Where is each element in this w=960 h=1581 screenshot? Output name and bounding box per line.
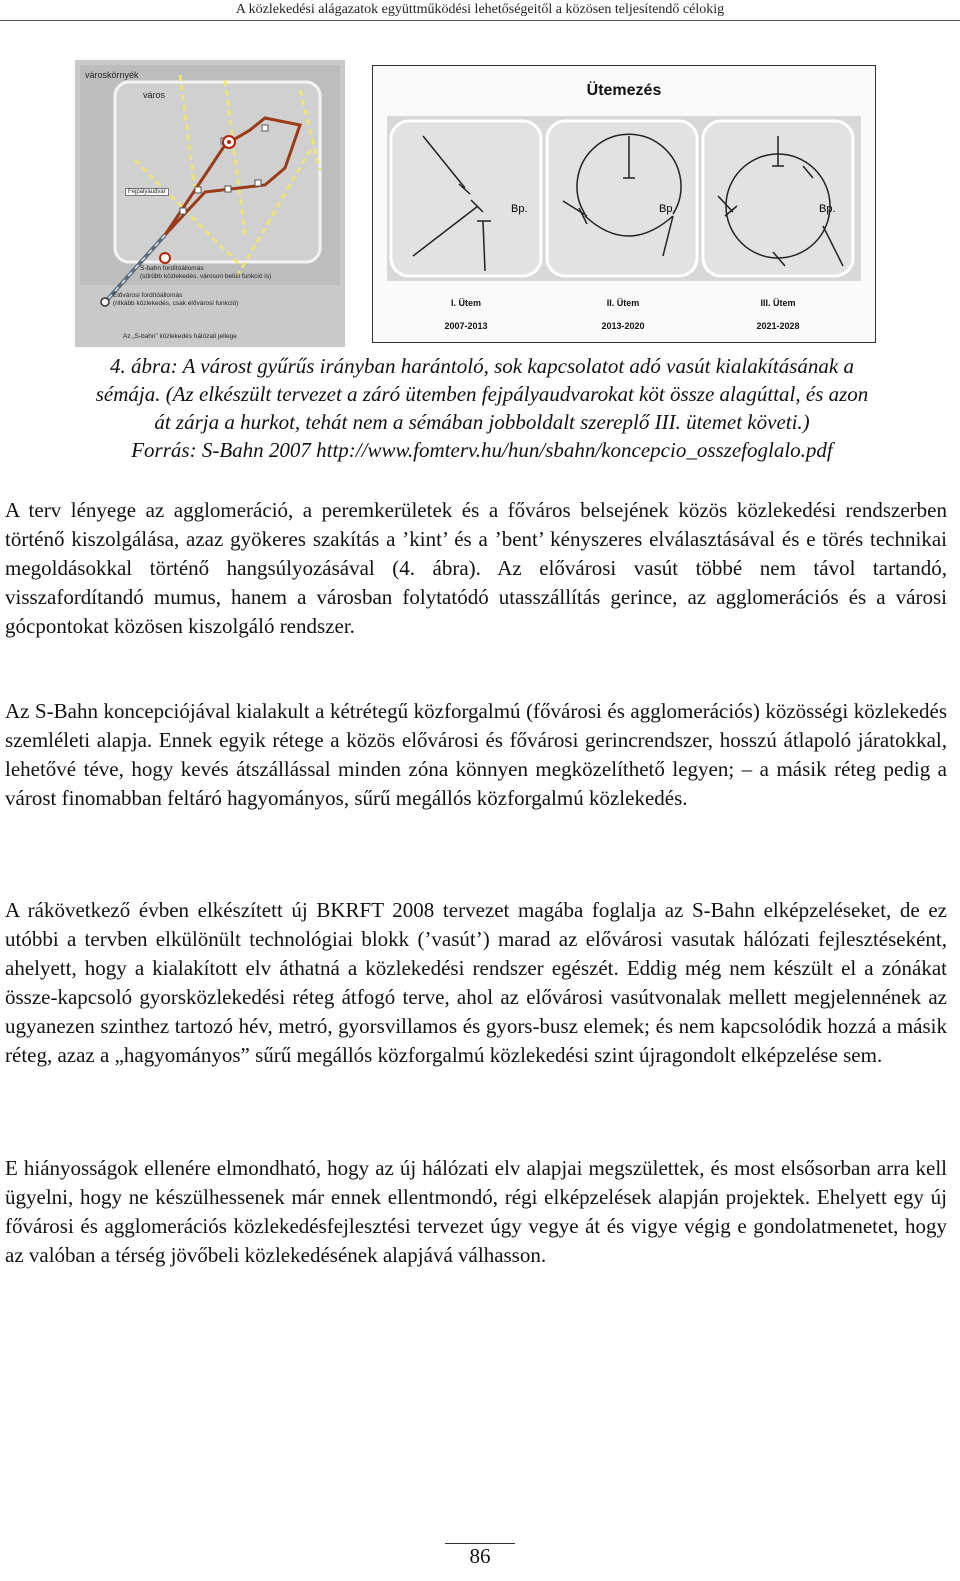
running-header: A közlekedési alágazatok együttműködési lehetőségeitől a közösen teljesítendő célokig: [235, 2, 725, 17]
sbahn-turnaround-icon: [160, 253, 170, 263]
stage-2-panel: [547, 121, 697, 276]
stage-2-years: 2013-2020: [601, 321, 645, 331]
page-number: 86: [469, 1544, 491, 1568]
stage-1-years: 2007-2013: [444, 321, 488, 331]
schedule-title: Ütemezés: [586, 82, 662, 99]
figure-schedule: [372, 65, 876, 343]
header-rule: [0, 20, 960, 21]
paragraph-2: Az S-Bahn koncepciójával kialakult a kétrétegű közforgalmú (fővárosi és agglomerációs) közösségi közlekedés szemléleti alapja. Ennek egyik rétege a közös elővárosi és fővárosi gerincrendszer, hosszú átlapoló járatokkal, lehetővé téve, hogy kevés átszállással minden zóna könnyen megközelíthető legyen; – a másik réteg pedig a várost finomabban feltáró hagyományos, sűrű megállós közforgalmú közlekedés.: [5, 699, 947, 810]
stage-2-label: II. Ütem: [606, 298, 640, 308]
city-label-1: Bp.: [511, 203, 528, 215]
stage-3-panel: [703, 121, 853, 276]
stage-3-years: 2021-2028: [756, 321, 800, 331]
figure-left-caption: Az „S-bahn” közlekedés hálózati jellege: [123, 333, 237, 340]
city-label-2: Bp.: [659, 203, 676, 215]
city-label-3: Bp.: [819, 203, 836, 215]
paragraph-4: E hiányosságok ellenére elmondható, hogy az új hálózati elv alapjai megszülettek, és most elsősorban arra kell ügyelni, hogy ne készülhessenek már ennek ellentmondó, régi elképzelések alapján projektek. Ehelyett egy új fővárosi és agglomerációs közlekedésfejlesztési tervezet úgy vegye át és vigye végig e gondolatmenetet, hogy az valóban a térség jövőbeli közlekedésének alapjává válhasson.: [5, 1156, 947, 1267]
stage-1-label: I. Ütem: [450, 298, 481, 308]
label-terminal: Fejpályaudvar: [125, 188, 169, 196]
suburban-turnaround-icon: [101, 298, 109, 306]
figure-sbahn-network: [75, 60, 345, 347]
stage-1-panel: [391, 121, 541, 276]
label-suburban-turnaround: Elővárosi fordítóállomás (ritkább közlekedés, csak elővárosi funkció): [113, 292, 239, 307]
paragraph-1: A terv lényege az agglomeráció, a peremkerületek és a főváros belsejének közös közlekedési rendszerben történő kiszolgálása, azaz gyökeres szakítás a ’kint’ és a ’bent’ kényszeres elválasztásával és e törés technikai megoldásokkal történő hangsúlyozásával (4. ábra). Az elővárosi vasút többé nem távol tartandó, visszafordítandó mumus, hanem a városban folytatódó utasszállítás gerince, az agglomerációs és a városi gócpontokat közösen kiszolgáló rendszer.: [5, 498, 947, 638]
label-sbahn-turnaround: S-bahn fordítóállomás (sűrűbb közlekedés, városon belüli funkció is): [140, 265, 272, 280]
paragraph-3: A rákövetkező évben elkészített új BKRFT 2008 tervezet magába foglalja az S-Bahn elképzeléseket, de ez utóbbi a tervben elkülönült technológiai blokk (’vasút’) marad az elővárosi vasutak hálózati fejlesztéseként, ahelyett, hogy a kialakított elv áthatná a közlekedési rendszer egészét. Eddig még nem készült el a zónákat össze-kapcsoló gyorsközlekedési réteg átfogó terve, ahol az elővárosi vasútvonalak mellett megjelennének az ugyanezen szinthez tartozó hév, metró, gyorsvillamos és gyors-busz elemek; és nem kapcsolódik hozzá a másik réteg, azaz a „hagyományos” sűrű megállós közforgalmú közlekedési szint újragondolt elképzelése sem.: [5, 898, 947, 1067]
label-agglomeration: városkörnyék: [85, 70, 139, 80]
stage-3-label: III. Ütem: [760, 298, 796, 308]
city-area: [115, 82, 320, 262]
figure-caption: 4. ábra: A várost gyűrűs irányban harántoló, sok kapcsolatot adó vasút kialakításának a sémája. (Az elkészült tervezet a záró ütemben fejpályaudvarokat köt össze alagúttal, és azon át zárja a hurkot, tehát nem a sémában jobboldalt szereplő III. ütemet követi.) Forrás: S-Bahn 2007 http://www.fomterv.hu/hun/sbahn/koncepcio_osszefoglalo.pdf: [95, 354, 869, 462]
label-city: város: [143, 90, 166, 100]
